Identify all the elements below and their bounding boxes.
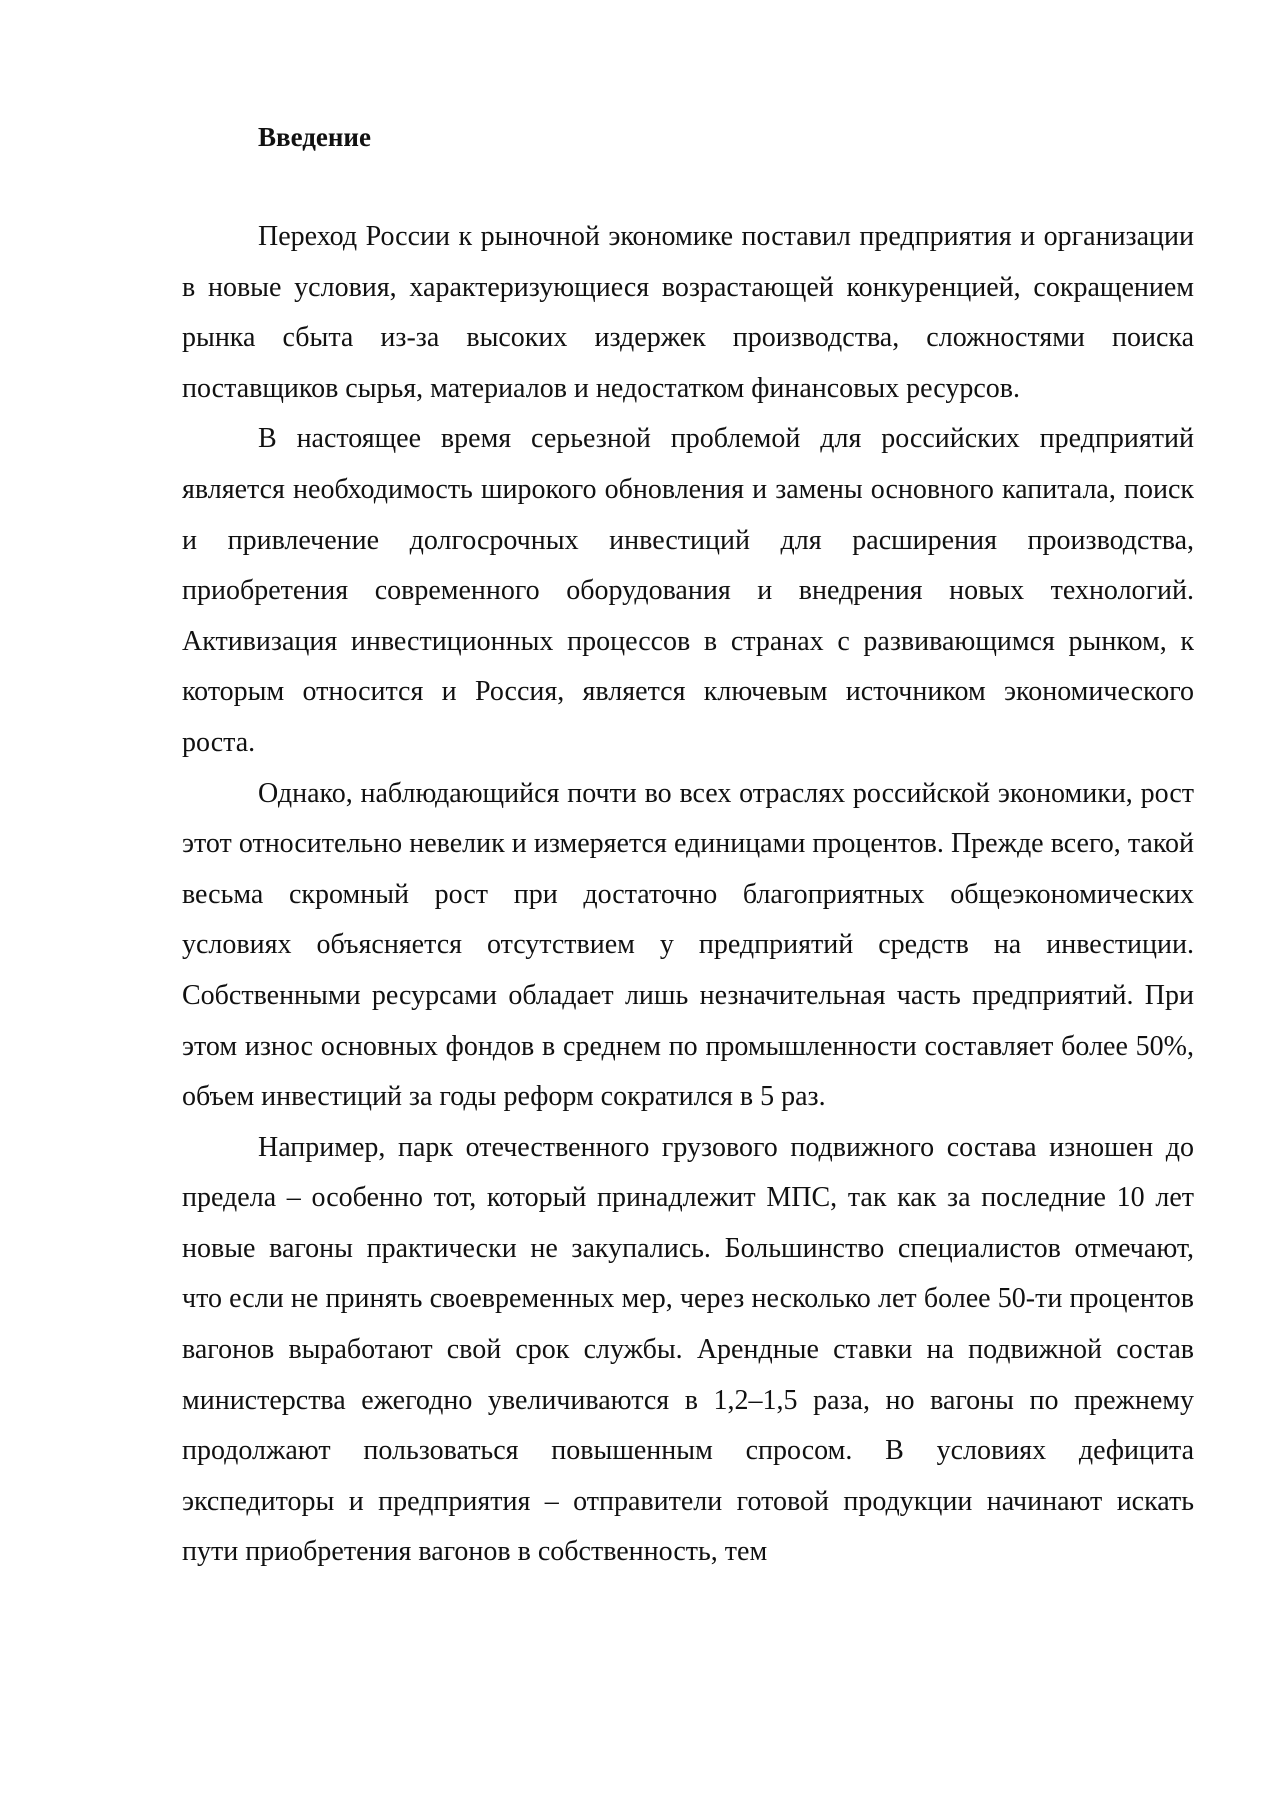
paragraph-2: В настоящее время серьезной проблемой для российских предприятий является необходимость широкого обновления и замены основного капитала, поиск и привлечение долгосрочных инвестиций для расширения производства, приобретения современного оборудования и внедрения новых технологий. Активизация инвестиционных процессов в странах с развивающимся рынком, к которым относится и Россия, является ключевым источником экономического роста. xyxy=(182,423,1194,758)
paragraph-1: Переход России к рыночной экономике поставил предприятия и организации в новые условия, характеризующиеся возрастающей конкуренцией, сокращением рынка сбыта из-за высоких издержек производства, сложностями поиска поставщиков сырья, материалов и недостатком финансовых ресурсов. xyxy=(182,221,1194,404)
paragraph-3: Однако, наблюдающийся почти во всех отраслях российской экономики, рост этот относительно невелик и измеряется единицами процентов. Прежде всего, такой весьма скромный рост при достаточно благоприятных общеэкономических условиях объясняется отсутствием у предприятий средств на инвестиции. Собственными ресурсами обладает лишь незначительная часть предприятий. При этом износ основных фондов в среднем по промышленности составляет более 50%, объем инвестиций за годы реформ сократился в 5 раз. xyxy=(182,777,1194,1113)
heading-spacer xyxy=(182,162,1194,212)
section-heading: Введение xyxy=(258,122,371,152)
document-body xyxy=(182,112,1194,1578)
paragraph-4: Например, парк отечественного грузового подвижного состава изношен до предела – особенно тот, который принадлежит МПС, так как за последние 10 лет новые вагоны практически не закупались. Большинство специалистов отмечают, что если не принять своевременных мер, через несколько лет более 50-ти процентов вагонов выработают свой срок службы. Арендные ставки на подвижной состав министерства ежегодно увеличиваются в 1,2–1,5 раза, но вагоны по прежнему продолжают пользоваться повышенным спросом. В условиях дефицита экспедиторы и предприятия – отправители готовой продукции начинают искать пути приобретения вагонов в собственность, тем xyxy=(182,1131,1194,1568)
